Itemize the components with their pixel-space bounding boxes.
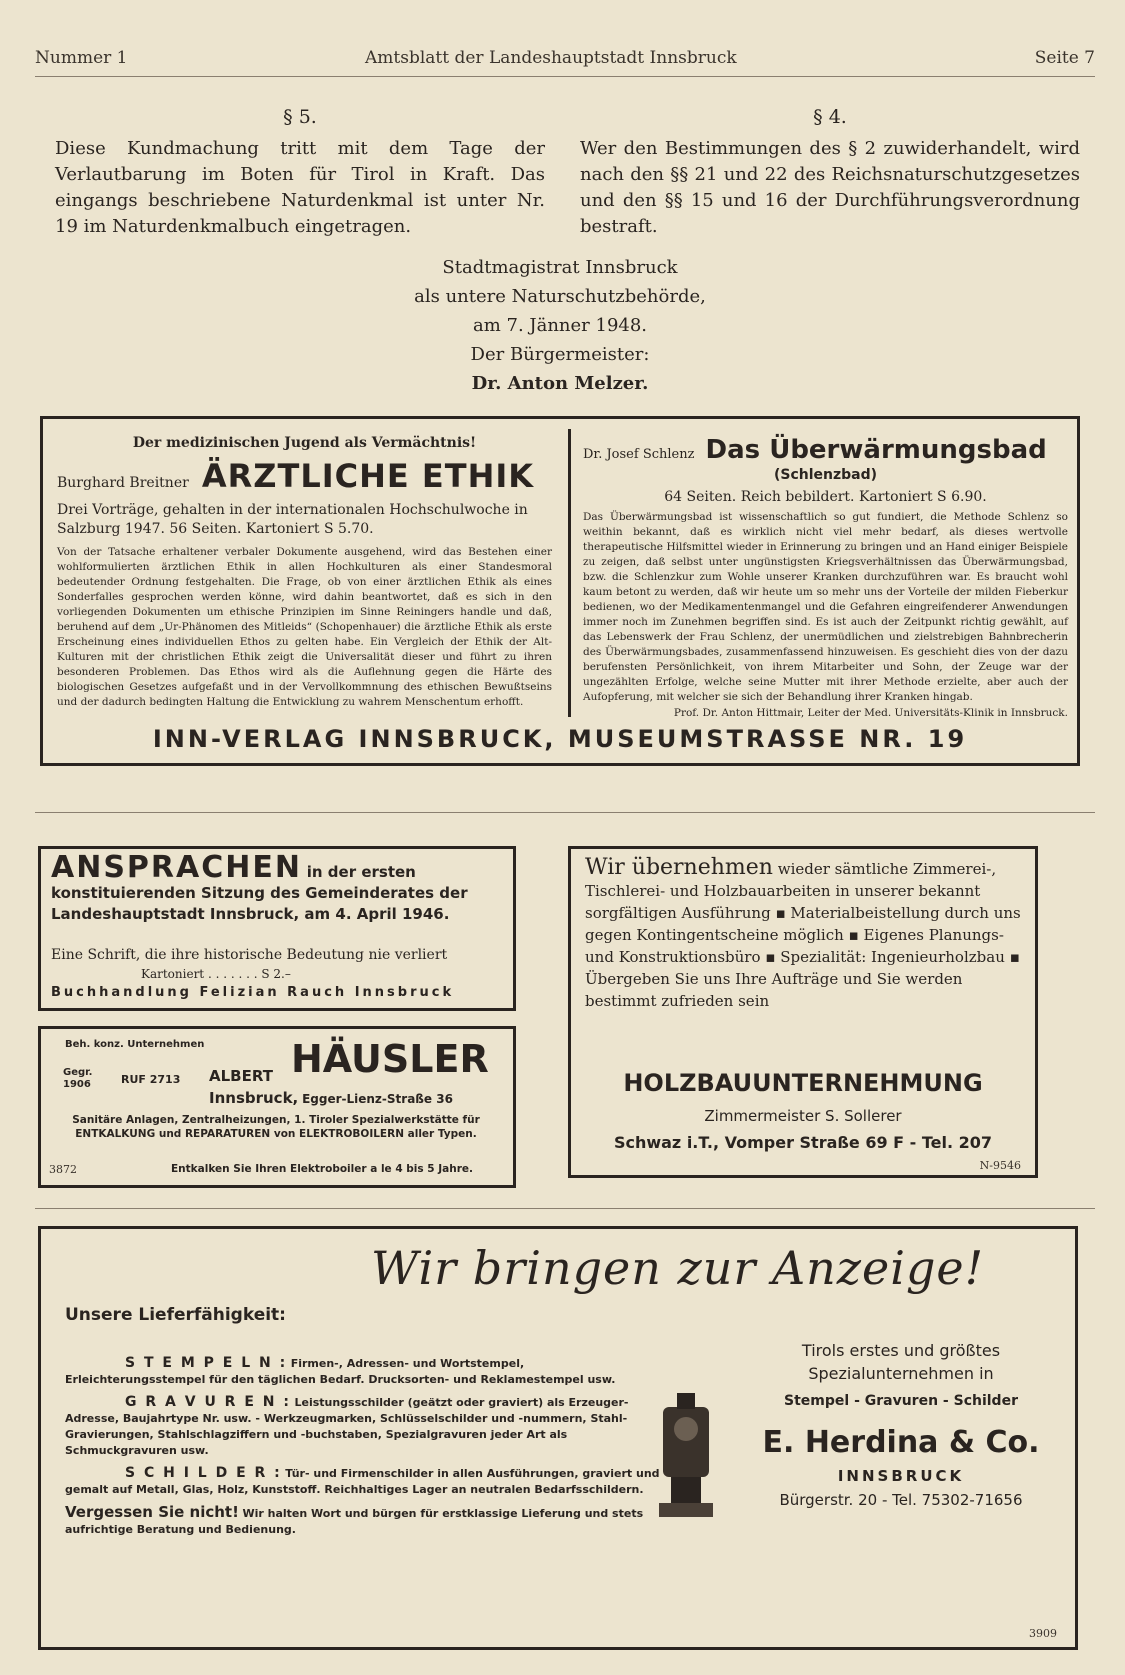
signature-name: Dr. Anton Melzer. [471, 373, 649, 394]
verlag-ad [40, 416, 1080, 766]
herdina-code: 3909 [1029, 1627, 1057, 1640]
signature-date: am 7. Jänner 1948. [472, 315, 648, 336]
haeusler-first-name: ALBERT [209, 1067, 273, 1085]
holzbau-address: Schwaz i.T., Vomper Straße 69 F - Tel. 207 [613, 1133, 993, 1152]
ethik-kicker: Der medizinischen Jugend als Vermächtnis! [132, 435, 477, 451]
haeusler-name: HÄUSLER [291, 1037, 489, 1081]
section-5 [55, 104, 545, 240]
section-4 [580, 104, 1080, 240]
ad-ethik [57, 435, 552, 710]
header-rule [35, 76, 1095, 77]
stamp-machine-icon [651, 1389, 721, 1539]
section-5-heading: § 5. [283, 106, 317, 128]
haeusler-footer: Entkalken Sie Ihren Elektroboiler a le 4 bis 5 Jahre. [171, 1163, 474, 1175]
ethik-body: Von der Tatsache erhaltener verbaler Dokumente ausgehend, wird das Bestehen einer wohlformulierten ärztlichen Ethik in allen Hochkulturen als einer Standesmoral bedeutender Ordnung festgehalten. Die Frage, ob von einer ärztlichen Ethik als eines Sonderfalles gesprochen werden könne, wird dahin beantwortet, daß es sich in den vorliegenden Dokumenten um ethische Prinzipien im Sinne Reiningers handle und daß, beruhend auf dem „Ur-Phänomen des Mitleids“ (Schopenhauer) die ärztliche Ethik als erste Erscheinung eines individuellen Ethos zu gelten habe. Ein Vergleich der Ethik der Alt-Kulturen mit der christlichen Ethik zeigt die Universalität dieser und führt zu ihren besonderen Problemen. Das Ethos wird als die Auflehnung gegen die Härte des biologischen Gesetzes aufgefaßt und in der Vervollkommnung des ethischen Bewußtseins und der dadurch bedingten Haltung die Entwicklung zu wahrem Menschentum erhofft. [57, 546, 552, 708]
bad-author: Dr. Josef Schlenz [583, 447, 695, 462]
section-rule [35, 812, 1095, 813]
herdina-script: Wir bringen zur Anzeige! [371, 1241, 985, 1295]
haeusler-location [209, 1089, 453, 1107]
page-number: Seite 7 [1034, 48, 1095, 68]
ansprachen-subtitle: in der ersten konstituierenden Sitzung des Gemeinderates der Landeshauptstadt Innsbruck, am 4. April 1946. [51, 863, 468, 923]
holzbau-body: wieder sämtliche Zimmerei-, Tischlerei- und Holzbauarbeiten in unserer bekannt sorgfältigen Ausführung ▪ Materialbeistellung durch uns gegen Kontingentscheine möglich ▪ Eigenes Planungs- und Konstruktionsbüro ▪ Spezialität: Ingenieurholzbau ▪ Übergeben Sie uns Ihre Aufträge und Sie werden bestimmt zufrieden sein [585, 860, 1021, 1010]
issue-number: Nummer 1 [35, 48, 128, 68]
herdina-firm: E. Herdina & Co. [762, 1425, 1040, 1460]
ansprachen-line: Eine Schrift, die ihre historische Bedeutung nie verliert [51, 947, 448, 963]
ad-haeusler [38, 1026, 516, 1188]
ansprachen-price: Kartoniert . . . . . . . S 2.– [141, 967, 291, 981]
ethik-subtitle: Drei Vorträge, gehalten in der internationalen Hochschulwoche in Salzburg 1947. 56 Seiten. Kartoniert S 5.70. [57, 502, 528, 537]
holzbau-owner: Zimmermeister S. Sollerer [704, 1107, 902, 1125]
herdina-services [65, 1355, 665, 1538]
page-header [35, 44, 1095, 74]
herdina-city: INNSBRUCK [837, 1467, 965, 1485]
bad-body: Das Überwärmungsbad ist wissenschaftlich so gut fundiert, die Methode Schlenz so weithin bekannt, daß es wirklich nicht viel mehr bedarf, als dieses wertvolle therapeutische Hilfsmittel wieder in Erinnerung zu bringen und an Hand einiger Beispiele zu zeigen, daß selbst unter ungünstigsten Kriegsverhältnissen das Überwärmungsbad, bzw. die Schlenzkur zum Wohle unserer Kranken durchzuführen war. Es braucht wohl kaum betont zu werden, daß wir heute um so mehr uns der Vorteile der milden Fieberkur bedienen, wo der Medikamentenmangel und die Gefahren eingreifenderer Anwendungen immer noch im Zunehmen begriffen sind. Es ist auch der Zeitpunkt richtig gewählt, auf das Lebenswerk der Frau Schlenz, der unermüdlichen und zielstrebigen Bahnbrecherin des Überwärmungsbades, zusammenfassend hinzuweisen. Es geschieht dies von der dazu berufensten Persönlichkeit, von ihrem Mitarbeiter und Sohn, der Zeuge war der ungezählten Erfolge, welche seine Mutter mit ihrer Methode erzielte, aber auch der Aufopferung, mit welcher sie sich der Behandlung ihrer Kranken hingab. [583, 511, 1068, 703]
ansprachen-text [51, 850, 506, 925]
herdina-tagline: Tirols erstes und größtes Spezialunternehmen in [801, 1341, 1001, 1383]
publication-title: Amtsblatt der Landeshauptstadt Innsbruck [365, 48, 737, 68]
ethik-author: Burghard Breitner [57, 475, 189, 491]
signature-authority: Stadtmagistrat Innsbruck [442, 257, 678, 278]
herdina-products: Stempel - Gravuren - Schilder [784, 1393, 1018, 1409]
ad-holzbau [568, 846, 1038, 1178]
bad-credit: Prof. Dr. Anton Hittmair, Leiter der Med. Universitäts-Klinik in Innsbruck. [673, 707, 1068, 719]
signature-block [360, 253, 760, 398]
section-4-heading: § 4. [813, 106, 847, 128]
ansprachen-title: ANSPRACHEN [51, 850, 302, 885]
ansprachen-shop: Buchhandlung Felizian Rauch Innsbruck [51, 985, 455, 1000]
verlag-address: INN-VERLAG INNSBRUCK, MUSEUMSTRASSE NR. 19 [152, 725, 968, 753]
herdina-gravuren-text: Leistungsschilder (geätzt oder graviert) als Erzeuger-Adresse, Baujahrtype Nr. usw. - Werkzeugmarken, Schlüsselschilder und -nummern, Stahl-Gravierungen, Stahlschlagziffern und -buchstaben, Spezialgravuren jeder Art als Schmuckgravuren usw. [65, 1396, 629, 1457]
section-5-text: Diese Kundmachung tritt mit dem Tage der Verlautbarung im Boten für Tirol in Kraft. Das eingangs beschriebene Naturdenkmal ist unter Nr. 19 im Naturdenkmalbuch eingetragen. [55, 138, 545, 237]
ad-ansprachen [38, 846, 516, 1011]
ad-bad [583, 435, 1068, 719]
herdina-reminder: Vergessen Sie nicht! [65, 1503, 239, 1521]
haeusler-body: Sanitäre Anlagen, Zentralheizungen, 1. Tiroler Spezialwerkstätte für ENTKALKUNG und REPARATUREN von ELEKTROBOILERN aller Typen. [72, 1114, 480, 1140]
herdina-closing: Wir halten Wort und bürgen für erstklassige Lieferung und stets aufrichtige Beratung und Bedienung. [65, 1507, 644, 1536]
holzbau-text [585, 857, 1025, 1012]
holzbau-title: HOLZBAUUNTERNEHMUNG [623, 1069, 983, 1097]
ad-herdina [38, 1226, 1078, 1650]
haeusler-street: Egger-Lienz-Straße 36 [302, 1092, 453, 1106]
bad-title: Das Überwärmungsbad [705, 435, 1047, 465]
ad-divider [568, 429, 571, 717]
section-rule-2 [35, 1208, 1095, 1209]
herdina-lieferung: Unsere Lieferfähigkeit: [65, 1305, 286, 1325]
section-4-text: Wer den Bestimmungen des § 2 zuwiderhandelt, wird nach den §§ 21 und 22 des Reichsnaturschutzgesetzes und den §§ 15 und 16 der Durchführungsverordnung bestraft. [580, 138, 1080, 237]
bad-meta: 64 Seiten. Reich bebildert. Kartoniert S 6.90. [664, 489, 987, 505]
holzbau-code: N-9546 [979, 1159, 1021, 1172]
bad-subtitle: (Schlenzbad) [773, 467, 878, 483]
herdina-gravuren-heading: G R A V U R E N : [125, 1394, 291, 1410]
herdina-stempeln-text: Firmen-, Adressen- und Wortstempel, Erleichterungsstempel für den täglichen Bedarf. Drucksorten- und Reklamestempel usw. [65, 1357, 616, 1386]
signature-title: Der Bürgermeister: [470, 344, 650, 365]
herdina-schilder-text: Tür- und Firmenschilder in allen Ausführungen, graviert und gemalt auf Metall, Glas, Holz, Kunststoff. Reichhaltiges Lager an neutralen Bedarfsschildern. [65, 1467, 660, 1496]
herdina-schilder-heading: S C H I L D E R : [125, 1465, 282, 1481]
holzbau-lead: Wir übernehmen [585, 855, 773, 880]
haeusler-city: Innsbruck, [209, 1089, 299, 1107]
herdina-stempeln-heading: S T E M P E L N : [125, 1355, 288, 1371]
haeusler-code: 3872 [49, 1163, 77, 1176]
ethik-title: ÄRZTLICHE ETHIK [201, 457, 535, 495]
haeusler-founded: Gegr. 1906 [63, 1067, 93, 1090]
signature-role: als untere Naturschutzbehörde, [414, 286, 706, 307]
haeusler-phone: RUF 2713 [121, 1073, 181, 1086]
herdina-address: Bürgerstr. 20 - Tel. 75302-71656 [779, 1491, 1023, 1509]
haeusler-licensed: Beh. konz. Unternehmen [65, 1039, 205, 1050]
